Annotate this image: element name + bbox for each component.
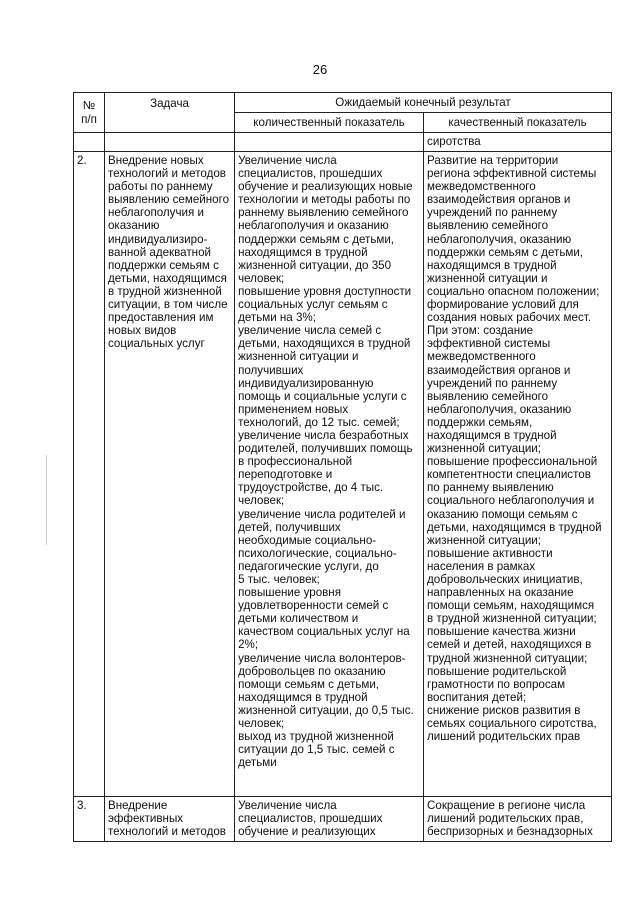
scan-margin-mark bbox=[46, 455, 47, 545]
header-quantitative: количественный показатель bbox=[235, 113, 424, 133]
continuation-num bbox=[74, 133, 105, 152]
row-quantitative: Увеличение числа специалистов, прошедших обучение и реализующих bbox=[235, 797, 424, 842]
row-qualitative: Развитие на территории региона эффективной системы межведомственного взаимодействия органов и учреждений по раннему выявлению семейного неблагополучия, оказанию поддержки семьям с детьми, находящимся в трудной жизненной ситуации и социально опасном положении; формирование условий для создания новых рабочих мест. При этом: создание эффективной системы межведомственного взаимодействия органов и учреждений по раннему выявлению семейного неблагополучия, оказанию поддержки семьям, находящимся в трудной жизненной ситуации; повышение профессиональной компетентности специалистов по раннему выявлению социального неблагополучия и оказанию помощи семьям с детьми, находящимся в трудной жизненной ситуации; повышение активности населения в рамках добровольческих инициатив, направленных на оказание помощи семьям, находящимся в трудной жизненной ситуации; повышение качества жизни семей и детей, находящихся в трудной жизненной ситуации; повышение родительской грамотности по вопросам воспитания детей; снижение рисков развития в семьях социального сиротства, лишений родительских прав bbox=[424, 152, 612, 797]
continuation-row bbox=[74, 133, 612, 152]
table-row bbox=[74, 797, 612, 842]
header-result: Ожидаемый конечный результат bbox=[235, 93, 612, 113]
row-number: 3. bbox=[74, 797, 105, 842]
header-row bbox=[74, 93, 612, 113]
table-row bbox=[74, 152, 612, 797]
row-number: 2. bbox=[74, 152, 105, 797]
row-task: Внедрение новых технологий и методов работы по раннему выявлению семейного неблагополучия и оказанию индивидуализиро- ванной адекватной поддержки семьям с детьми, находящимся в трудной жизненной ситуации, в том числе предоставления им новых видов социальных услуг bbox=[104, 152, 234, 797]
continuation-task bbox=[104, 133, 234, 152]
page-number: 26 bbox=[312, 62, 328, 77]
header-qualitative: качественный показатель bbox=[424, 113, 612, 133]
row-quantitative: Увеличение числа специалистов, прошедших обучение и реализующих новые технологии и методы работы по раннему выявлению семейного неблагополучия и оказанию поддержки семьям с детьми, находящимся в трудной жизненной ситуации, до 350 человек; повышение уровня доступности социальных услуг семьям с детьми на 3%; увеличение числа семей с детьми, находящихся в трудной жизненной ситуации и получивших индивидуализированную помощь и социальные услуги с применением новых технологий, до 12 тыс. семей; увеличение числа безработных родителей, получивших помощь в профессиональной переподготовке и трудоустройстве, до 4 тыс. человек; увеличение числа родителей и детей, получивших необходимые социально- психологические, социально- педагогические услуги, до 5 тыс. человек; повышение уровня удовлетворенности семей с детьми количеством и качеством социальных услуг на 2%; увеличение числа волонтеров- добровольцев по оказанию помощи семьям с детьми, находящимся в трудной жизненной ситуации, до 0,5 тыс. человек; выход из трудной жизненной ситуации до 1,5 тыс. семей с детьми bbox=[235, 152, 424, 797]
results-table bbox=[73, 92, 612, 842]
header-task: Задача bbox=[104, 93, 234, 133]
continuation-quantitative bbox=[235, 133, 424, 152]
row-task: Внедрение эффективных технологий и методов bbox=[104, 797, 234, 842]
continuation-qualitative: сиротства bbox=[424, 133, 612, 152]
row-qualitative: Сокращение в регионе числа лишений родительских прав, беспризорных и безнадзорных bbox=[424, 797, 612, 842]
header-num: № п/п bbox=[74, 93, 105, 133]
